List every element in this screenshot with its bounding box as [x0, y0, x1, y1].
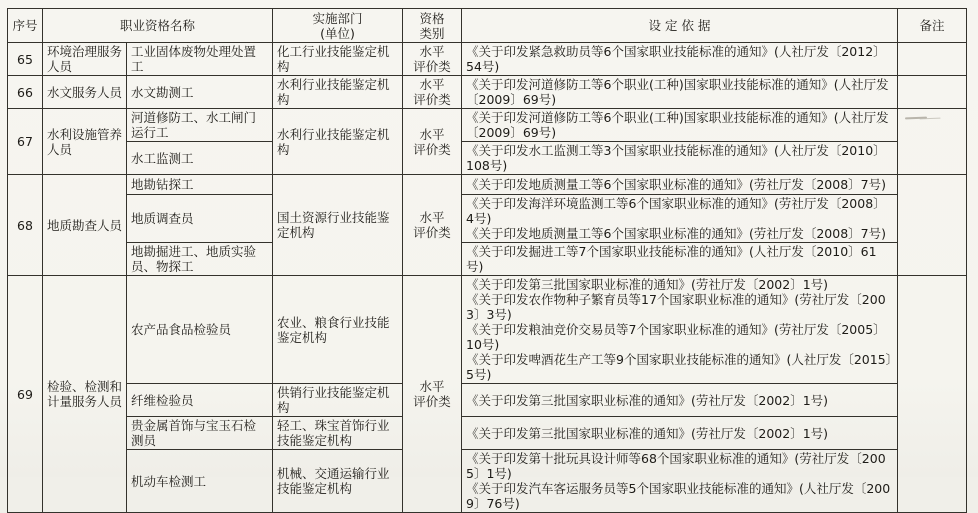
- basis-cell: [462, 109, 898, 142]
- type-line2: 评价类: [413, 141, 451, 157]
- header-type: [403, 9, 462, 43]
- job-cell: 地质调查员: [127, 195, 273, 243]
- type-line2: 评价类: [413, 59, 451, 74]
- category-cell: 检验、检测和计量服务人员: [43, 276, 127, 513]
- job-cell: 河道修防工、水工闸门运行工: [127, 109, 273, 142]
- table-subrow: [8, 243, 967, 276]
- category-cell: 水利设施管养人员: [43, 109, 127, 175]
- basis-entry: 《关于印发海洋环境监测工等6个国家职业标准的通知》(劳社厅发〔2008〕4号): [466, 196, 886, 226]
- job-cell: 农产品食品检验员: [127, 276, 273, 384]
- table-subrow: [8, 417, 967, 450]
- remark-cell: [898, 76, 967, 109]
- header-basis: 设 定 依 据: [462, 9, 898, 43]
- type-cell: [403, 175, 462, 276]
- header-qualification-name: 职业资格名称: [43, 9, 273, 43]
- basis-entry: 《关于印发第十批玩具设计师等68个国家职业标准的通知》(劳社厅发〔2005〕1号): [466, 451, 886, 481]
- header-no: 序号: [8, 9, 43, 43]
- header-dept-line2: (单位): [320, 25, 355, 41]
- basis-cell: [462, 195, 898, 243]
- dept-cell: 机械、交通运输行业技能鉴定机构: [273, 450, 403, 513]
- job-cell: 纤维检验员: [127, 384, 273, 417]
- type-line2: 评价类: [413, 225, 451, 240]
- type-line2: 评价类: [413, 92, 451, 107]
- basis-entry: 《关于印发第三批国家职业标准的通知》(劳社厅发〔2002〕1号): [466, 277, 829, 292]
- job-cell: 水工监测工: [127, 142, 273, 175]
- basis-entry: 《关于印发紧急救助员等6个国家职业技能标准的通知》(人社厅发〔2012〕54号): [466, 44, 886, 74]
- table-header-row: [8, 9, 967, 43]
- job-cell: 机动车检测工: [127, 450, 273, 513]
- type-line1: 水平: [419, 44, 445, 59]
- table-row: [8, 43, 967, 76]
- table-row: [8, 76, 967, 109]
- type-cell: [403, 43, 462, 76]
- category-cell: 水文服务人员: [43, 76, 127, 109]
- category-cell: 地质勘查人员: [43, 175, 127, 276]
- job-cell: 工业固体废物处理处置工: [127, 43, 273, 76]
- basis-cell: [462, 243, 898, 276]
- row-number: 65: [8, 43, 43, 76]
- row-number: 69: [8, 276, 43, 513]
- basis-cell: [462, 384, 898, 417]
- type-line1: 水平: [419, 210, 445, 225]
- header-remark: 备注: [898, 9, 967, 43]
- basis-cell: [462, 276, 898, 384]
- basis-entry: 《关于印发地质测量工等6个国家职业标准的通知》(劳社厅发〔2008〕7号): [466, 226, 886, 241]
- basis-entry: 《关于印发掘进工等7个国家职业技能标准的通知》(人社厅发〔2010〕61号): [466, 244, 877, 274]
- table-subrow: [8, 384, 967, 417]
- table-row: [8, 109, 967, 142]
- row-number: 66: [8, 76, 43, 109]
- type-line1: 水平: [419, 77, 445, 92]
- dept-cell: 供销行业技能鉴定机构: [273, 384, 403, 417]
- dept-cell: 农业、粮食行业技能鉴定机构: [273, 276, 403, 384]
- table-row: [8, 175, 967, 195]
- basis-entry: 《关于印发粮油竞价交易员等7个国家职业标准的通知》(劳社厅发〔2005〕10号): [466, 322, 886, 352]
- header-type-line2: 类别: [419, 25, 445, 41]
- dept-cell: 水利行业技能鉴定机构: [273, 109, 403, 175]
- type-cell: [403, 109, 462, 175]
- basis-cell: [462, 142, 898, 175]
- table-subrow: [8, 450, 967, 513]
- dept-cell: 水利行业技能鉴定机构: [273, 76, 403, 109]
- basis-entry: 《关于印发河道修防工等6个职业(工种)国家职业技能标准的通知》(人社厅发〔2009〕69号): [466, 77, 889, 107]
- type-line1: 水平: [419, 126, 445, 142]
- remark-cell: [898, 43, 967, 76]
- basis-cell: [462, 417, 898, 450]
- header-dept: [273, 9, 403, 43]
- dept-cell: 化工行业技能鉴定机构: [273, 43, 403, 76]
- job-cell: 贵金属首饰与宝玉石检测员: [127, 417, 273, 450]
- basis-cell: [462, 450, 898, 513]
- row-number: 68: [8, 175, 43, 276]
- basis-entry: 《关于印发汽车客运服务员等5个国家职业技能标准的通知》(人社厅发〔2009〕76号): [466, 481, 891, 511]
- basis-entry: 《关于印发河道修防工等6个职业(工种)国家职业技能标准的通知》(人社厅发〔2009〕69号): [466, 110, 889, 140]
- table-subrow: [8, 195, 967, 243]
- table-row: [8, 276, 967, 384]
- job-cell: 水文勘测工: [127, 76, 273, 109]
- row-number: 67: [8, 109, 43, 175]
- basis-entry: 《关于印发第三批国家职业标准的通知》(劳社厅发〔2002〕1号): [466, 392, 829, 408]
- dept-cell: 国土资源行业技能鉴定机构: [273, 175, 403, 276]
- type-cell: [403, 76, 462, 109]
- basis-entry: 《关于印发啤酒花生产工等9个国家职业技能标准的通知》(人社厅发〔2015〕5号): [466, 352, 892, 382]
- header-dept-line1: 实施部门: [312, 10, 363, 26]
- type-line1: 水平: [419, 379, 445, 394]
- basis-entry: 《关于印发第三批国家职业标准的通知》(劳社厅发〔2002〕1号): [466, 425, 829, 441]
- remark-cell: [898, 175, 967, 276]
- qualification-table: [7, 8, 967, 513]
- basis-entry: 《关于印发地质测量工等6个国家职业标准的通知》(劳社厅发〔2008〕7号): [466, 177, 886, 192]
- dept-cell: 轻工、珠宝首饰行业技能鉴定机构: [273, 417, 403, 450]
- basis-cell: [462, 43, 898, 76]
- basis-cell: [462, 175, 898, 195]
- header-type-line1: 资格: [419, 10, 445, 26]
- category-cell: 环境治理服务人员: [43, 43, 127, 76]
- type-line2: 评价类: [413, 394, 451, 409]
- basis-entry: 《关于印发农作物种子繁育员等17个国家职业标准的通知》(劳社厅发〔2003〕3号): [466, 292, 886, 322]
- basis-entry: 《关于印发水工监测工等3个国家职业技能标准的通知》(人社厅发〔2010〕108号): [466, 143, 886, 173]
- table-subrow: [8, 142, 967, 175]
- job-cell: 地勘钻探工: [127, 175, 273, 195]
- job-cell: 地勘掘进工、地质实验员、物探工: [127, 243, 273, 276]
- basis-cell: [462, 76, 898, 109]
